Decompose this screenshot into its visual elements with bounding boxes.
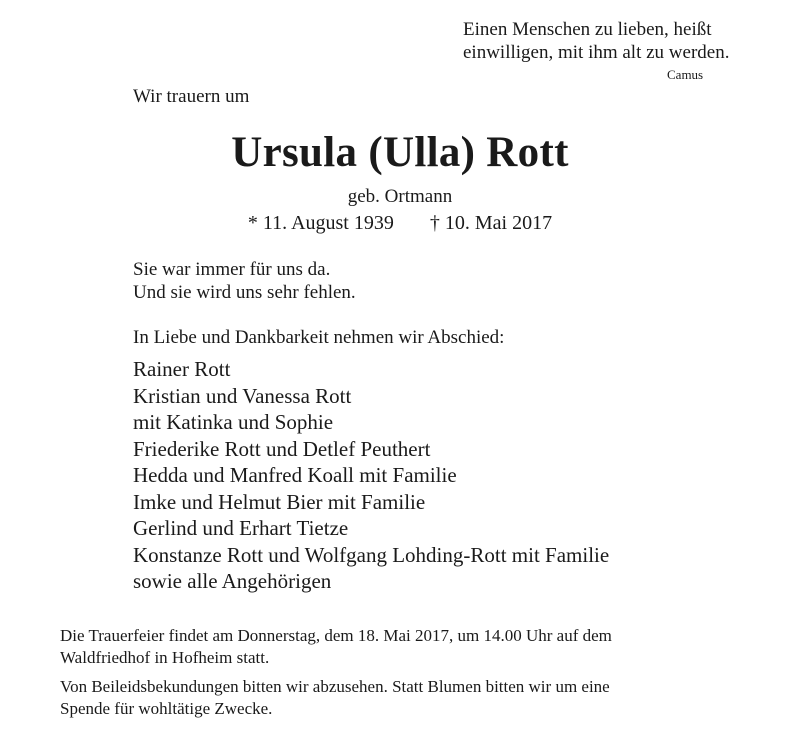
sentiment-text — [133, 258, 356, 304]
service-line: Die Trauerfeier findet am Donnerstag, dem 18. Mai 2017, um 14.00 Uhr auf dem — [60, 626, 612, 645]
quote-line: einwilligen, mit ihm alt zu werden. — [463, 42, 730, 63]
mourners-list — [133, 356, 609, 595]
donation-line: Spende für wohltätige Zwecke. — [60, 699, 273, 718]
epigraph-quote — [463, 18, 783, 64]
mourner-entry: Imke und Helmut Bier mit Familie — [133, 489, 426, 514]
farewell-text: In Liebe und Dankbarkeit nehmen wir Abschied: — [133, 327, 505, 348]
mourner-entry: Friederike Rott und Detlef Peuthert — [133, 436, 431, 461]
mourner-entry: mit Katinka und Sophie — [133, 410, 334, 434]
quote-line: Einen Menschen zu lieben, heißt — [463, 19, 712, 40]
sentiment-line: Sie war immer für uns da. — [133, 259, 331, 280]
birth-date: * 11. August 1939 — [247, 212, 394, 234]
death-date: † 10. Mai 2017 — [429, 212, 553, 234]
intro-text: Wir trauern um — [133, 86, 250, 107]
mourner-entry: Hedda und Manfred Koall mit Familie — [133, 463, 457, 487]
mourner-entry: Konstanze Rott und Wolfgang Lohding-Rott mit Familie — [133, 542, 610, 567]
donation-request — [60, 676, 780, 720]
life-dates — [0, 212, 800, 235]
birth-name: geb. Ortmann — [347, 186, 453, 207]
funeral-service-info — [60, 625, 780, 669]
sentiment-line: Und sie wird uns sehr fehlen. — [133, 282, 356, 303]
mourner-entry: sowie alle Angehörigen — [133, 569, 332, 593]
mourner-entry: Gerlind und Erhart Tietze — [133, 516, 349, 540]
deceased-name: Ursula (Ulla) Rott — [231, 129, 569, 176]
quote-author: Camus — [667, 67, 704, 82]
donation-line: Von Beileidsbekundungen bitten wir abzusehen. Statt Blumen bitten wir um eine — [60, 677, 610, 696]
mourner-entry: Rainer Rott — [133, 357, 231, 381]
service-line: Waldfriedhof in Hofheim statt. — [60, 648, 270, 667]
mourner-entry: Kristian und Vanessa Rott — [133, 383, 352, 408]
